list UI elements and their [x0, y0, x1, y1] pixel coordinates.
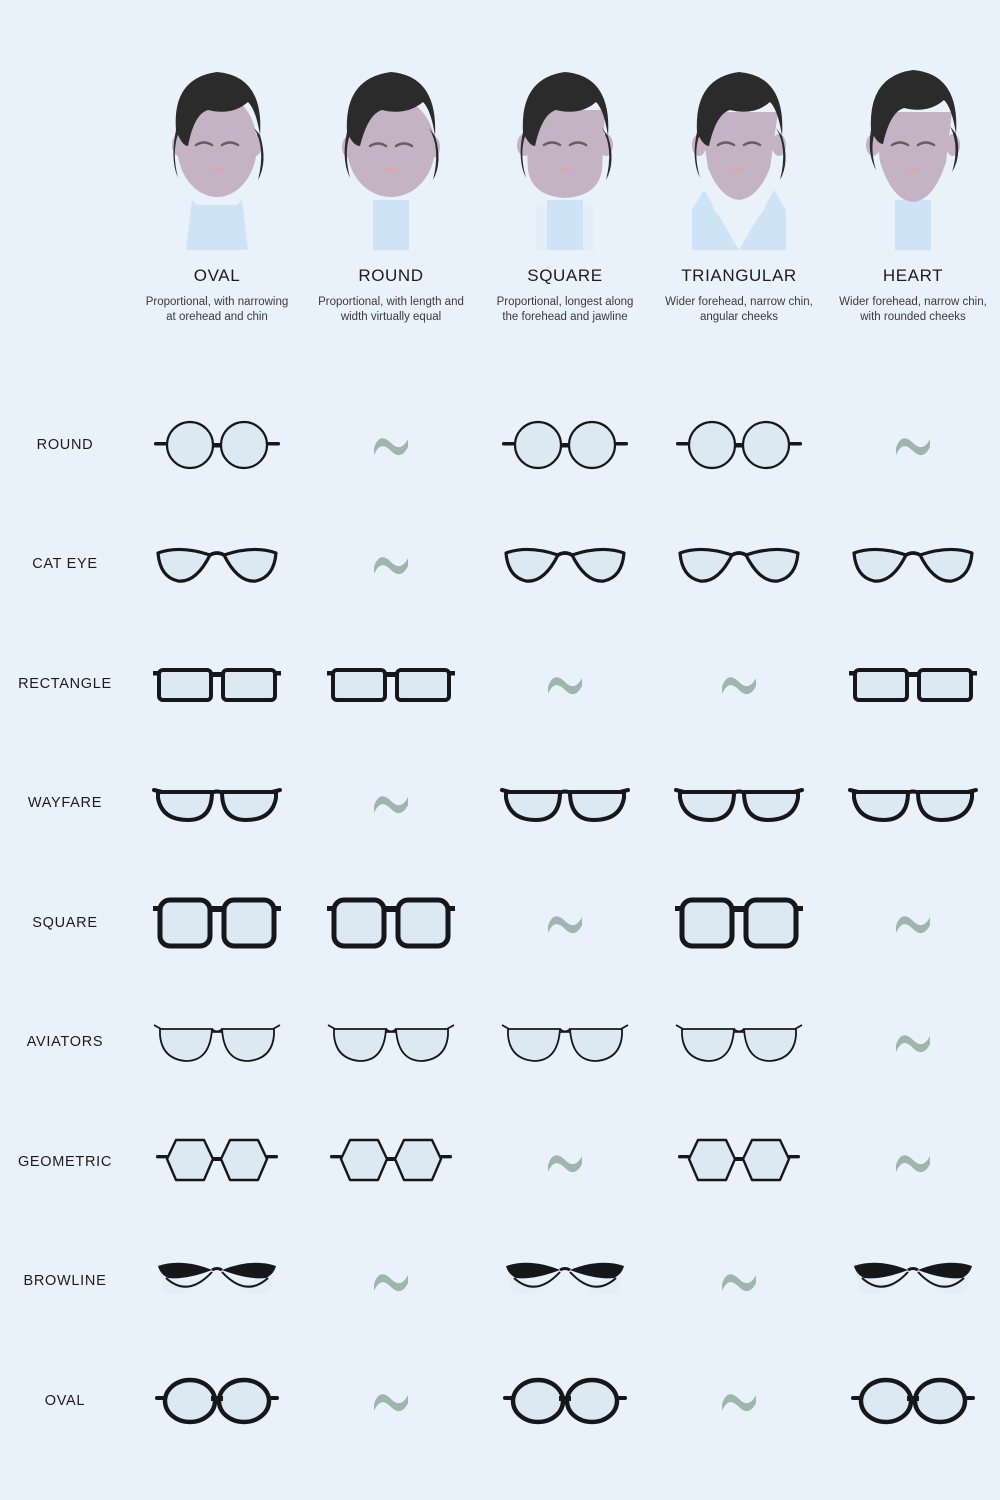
glasses-wayfare-icon	[152, 770, 282, 836]
face-illustration-square-icon	[500, 50, 630, 250]
match-cell	[304, 788, 478, 818]
match-cell	[304, 890, 478, 956]
tilde-icon	[893, 1027, 933, 1057]
glasses-round-icon	[500, 412, 630, 478]
glasses-style-label: ROUND	[36, 436, 94, 453]
match-cell	[478, 531, 652, 597]
match-cell	[826, 1147, 1000, 1177]
glasses-square-icon	[674, 890, 804, 956]
glasses-style-row	[0, 1341, 1000, 1461]
glasses-style-label: BROWLINE	[23, 1273, 107, 1290]
match-cell	[478, 1009, 652, 1075]
face-column-square	[478, 50, 652, 325]
face-shape-description: Wider forehead, narrow chin, with rounded cheeks	[839, 296, 987, 323]
glasses-oval-icon	[500, 1368, 630, 1434]
face-illustration-oval-icon	[152, 50, 282, 250]
face-shape-name: SQUARE	[527, 266, 603, 285]
glasses-browline-icon	[500, 1248, 630, 1314]
glasses-rectangle-icon	[326, 651, 456, 717]
tilde-icon	[893, 1147, 933, 1177]
match-cell	[652, 412, 826, 478]
match-cell	[652, 1009, 826, 1075]
match-cell	[130, 1368, 304, 1434]
match-cell	[304, 1266, 478, 1296]
match-cell	[304, 1386, 478, 1416]
face-column-triangular	[652, 50, 826, 325]
face-column-round	[304, 50, 478, 325]
glasses-style-row	[0, 744, 1000, 864]
glasses-rectangle-icon	[848, 651, 978, 717]
face-shape-name: HEART	[882, 266, 944, 285]
tilde-icon	[719, 669, 759, 699]
face-shape-description: Proportional, longest along the forehead and jawline	[496, 296, 634, 323]
glasses-round-icon	[152, 412, 282, 478]
glasses-oval-icon	[152, 1368, 282, 1434]
glasses-style-row	[0, 385, 1000, 505]
tilde-icon	[893, 908, 933, 938]
glasses-style-row	[0, 624, 1000, 744]
glasses-style-label: RECTANGLE	[18, 675, 112, 692]
match-cell	[826, 430, 1000, 460]
glasses-aviators-icon	[152, 1009, 282, 1075]
glasses-aviators-icon	[674, 1009, 804, 1075]
glasses-browline-icon	[848, 1248, 978, 1314]
glasses-style-label: GEOMETRIC	[17, 1153, 113, 1170]
match-cell	[304, 549, 478, 579]
glasses-cat-eye-icon	[500, 531, 630, 597]
match-cell	[652, 1266, 826, 1296]
glasses-style-row	[0, 1102, 1000, 1222]
match-cell	[130, 651, 304, 717]
glasses-cat-eye-icon	[152, 531, 282, 597]
face-shape-name: TRIANGULAR	[681, 266, 797, 285]
glasses-aviators-icon	[326, 1009, 456, 1075]
match-cell	[652, 669, 826, 699]
face-illustration-heart-icon	[848, 50, 978, 250]
glasses-style-row	[0, 983, 1000, 1103]
tilde-icon	[371, 1266, 411, 1296]
match-cell	[826, 770, 1000, 836]
match-cell	[478, 1147, 652, 1177]
tilde-icon	[893, 430, 933, 460]
glasses-wayfare-icon	[848, 770, 978, 836]
glasses-oval-icon	[848, 1368, 978, 1434]
match-cell	[826, 1027, 1000, 1057]
match-cell	[478, 669, 652, 699]
face-shape-description: Proportional, with length and width virtually equal	[318, 296, 464, 323]
match-cell	[304, 1009, 478, 1075]
match-cell	[652, 531, 826, 597]
match-cell	[304, 1129, 478, 1195]
match-cell	[130, 412, 304, 478]
tilde-icon	[545, 1147, 585, 1177]
glasses-aviators-icon	[500, 1009, 630, 1075]
match-cell	[130, 1248, 304, 1314]
glasses-style-label: OVAL	[44, 1392, 86, 1409]
tilde-icon	[545, 669, 585, 699]
match-cell	[478, 412, 652, 478]
face-illustration-round-icon	[326, 50, 456, 250]
glasses-style-label: WAYFARE	[27, 795, 103, 812]
match-cell	[826, 651, 1000, 717]
glasses-wayfare-icon	[674, 770, 804, 836]
match-cell	[478, 908, 652, 938]
match-cell	[478, 1248, 652, 1314]
match-cell	[478, 770, 652, 836]
match-cell	[130, 1129, 304, 1195]
match-cell	[130, 531, 304, 597]
match-cell	[652, 1129, 826, 1195]
match-cell	[826, 908, 1000, 938]
glasses-style-row	[0, 1222, 1000, 1342]
match-cell	[304, 430, 478, 460]
glasses-wayfare-icon	[500, 770, 630, 836]
face-shape-description: Proportional, with narrowing at orehead and chin	[145, 296, 289, 323]
match-cell	[826, 1368, 1000, 1434]
tilde-icon	[719, 1386, 759, 1416]
tilde-icon	[371, 430, 411, 460]
match-cell	[652, 890, 826, 956]
match-cell	[652, 770, 826, 836]
glasses-square-icon	[326, 890, 456, 956]
glasses-geometric-icon	[326, 1129, 456, 1195]
glasses-rectangle-icon	[152, 651, 282, 717]
glasses-style-row	[0, 505, 1000, 625]
match-cell	[826, 1248, 1000, 1314]
face-shape-name: OVAL	[193, 266, 241, 285]
glasses-style-row	[0, 863, 1000, 983]
glasses-style-label: AVIATORS	[26, 1034, 104, 1051]
match-cell	[652, 1386, 826, 1416]
tilde-icon	[371, 549, 411, 579]
glasses-style-grid	[0, 385, 1000, 1461]
tilde-icon	[371, 1386, 411, 1416]
match-cell	[130, 1009, 304, 1075]
glasses-geometric-icon	[674, 1129, 804, 1195]
tilde-icon	[371, 788, 411, 818]
glasses-style-label: CAT EYE	[32, 556, 98, 573]
face-shape-description: Wider forehead, narrow chin, angular cheeks	[665, 296, 813, 323]
glasses-style-label: SQUARE	[32, 914, 98, 931]
face-illustration-triangular-icon	[674, 50, 804, 250]
glasses-cat-eye-icon	[674, 531, 804, 597]
face-column-heart	[826, 50, 1000, 325]
glasses-browline-icon	[152, 1248, 282, 1314]
face-column-oval	[130, 50, 304, 325]
face-shape-header-row	[130, 50, 1000, 325]
face-shape-name: ROUND	[358, 266, 424, 285]
glasses-square-icon	[152, 890, 282, 956]
match-cell	[826, 531, 1000, 597]
match-cell	[304, 651, 478, 717]
tilde-icon	[545, 908, 585, 938]
glasses-cat-eye-icon	[848, 531, 978, 597]
glasses-geometric-icon	[152, 1129, 282, 1195]
match-cell	[478, 1368, 652, 1434]
glasses-round-icon	[674, 412, 804, 478]
tilde-icon	[719, 1266, 759, 1296]
match-cell	[130, 890, 304, 956]
match-cell	[130, 770, 304, 836]
